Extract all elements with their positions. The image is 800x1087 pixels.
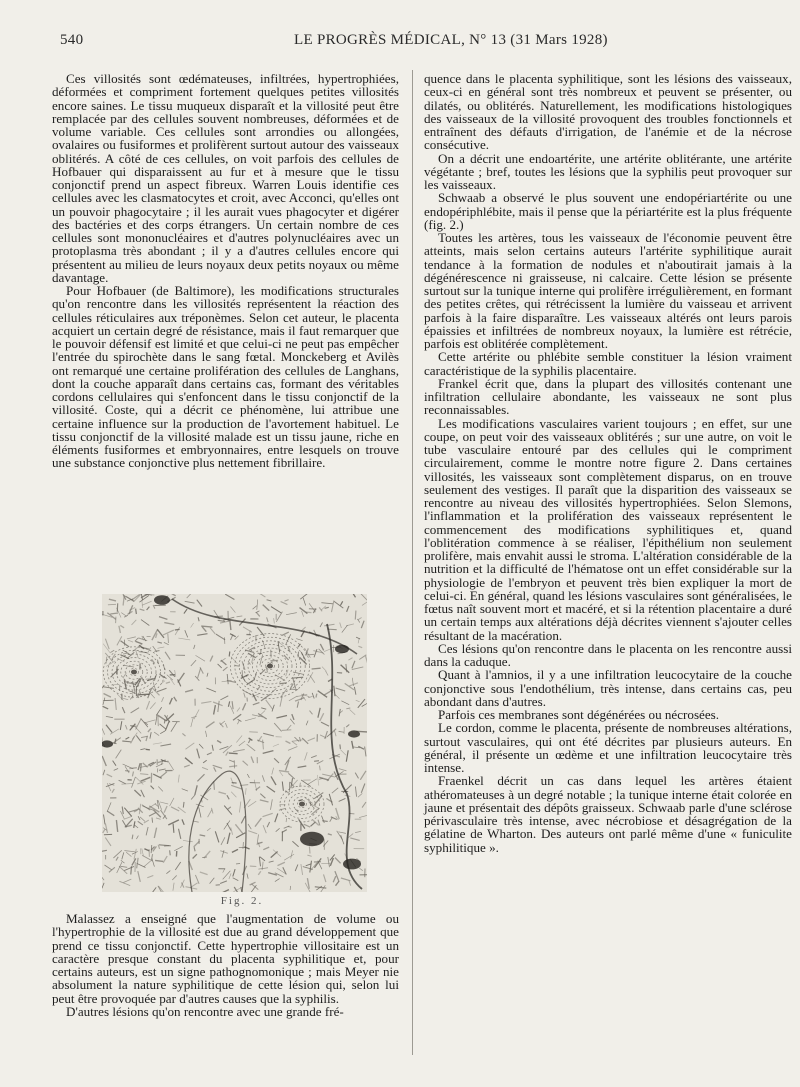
fusiform-cell-mark	[355, 611, 356, 620]
cell-cluster	[348, 730, 360, 737]
column-divider	[412, 70, 413, 1055]
fusiform-cell-mark	[125, 771, 130, 772]
paragraph: Le cordon, comme le placenta, présente de nombreuses altérations, surtout vasculaires, qui ont été décrites par plusieurs auteurs. En général, il présente un œdème et une infiltration leucocytaire très intense.	[424, 720, 792, 775]
fusiform-cell-mark	[309, 846, 310, 853]
paragraph: Les modifications vasculaires varient toujours ; en effet, sur une coupe, on peut voir des vaisseaux oblitérés ; sur une autre, on voit le tube vasculaire entouré par des cellules qui le compriment circulairement, comme le montre notre figure 2. Dans certaines villosités, les vaisseaux sont complètement disparus, on en trouve seulement des vestiges. Il paraît que la disparition des vaisseaux se rencontre au niveau des villosités hypertrophiées. Selon Slemons, l'inflammation et la prolifération des vaisseaux représentent le commencement des modifications syphilitiques et, quand l'oblitération commence à se réaliser, l'épithélium non seulement prolifère, mais envahit aussi le stroma. L'altération considérable de la nutrition et la difficulté de l'hématose ont un effet considérable sur la physiologie de l'embryon et peuvent très bien expliquer la mort de celui-ci. En général, quand les lésions vasculaires sont généralisées, le fœtus naît souvent mort et macéré, et si la rétention placentaire a duré un certain temps aux altérations déjà décrites viennent s'ajouter celles résultant de la macération.	[424, 415, 792, 643]
fusiform-cell-mark	[152, 818, 153, 823]
fusiform-cell-mark	[136, 609, 137, 614]
figure-caption: Fig. 2.	[220, 895, 264, 907]
paragraph: Ces villosités sont œdémateuses, infiltrées, hypertrophiées, déformées et compriment fortement quelques petites villosités encore saines. Le tissu muqueux disparaît et la villosité peut être remplacée par des cellules souvent nombreuses, déformées et de volume variable. Ces cellules sont arrondies ou allongées, ovalaires ou fusiformes et prolifèrent surtout autour des vaisseaux oblitérés. A côté de ces cellules, on voit parfois des cellules de Hofbauer qui disparaissent au fur et à mesure que le tissu conjonctif prend un aspect fibreux. Warren Louis identifie ces cellules avec les clasmatocytes et croit, avec Acconci, qu'elles ont un pouvoir phagocytaire ; il les aurait vues phagocyter et digérer des bactéries et des corps étrangers. Un certain nombre de ces cellules sont mononucléaires et d'autres polynucléaires avec un protoplasma très abondant ; il y a d'autres cellules encore qui présentent au milieu de leurs noyaux deux petits noyaux ou même davantage.	[52, 71, 399, 285]
fusiform-cell-mark	[170, 850, 171, 855]
fusiform-cell-mark	[234, 760, 235, 768]
fusiform-cell-mark	[243, 842, 244, 849]
fusiform-cell-mark	[183, 802, 184, 808]
fusiform-cell-mark	[168, 634, 169, 643]
fusiform-cell-mark	[340, 744, 341, 749]
fusiform-cell-mark	[173, 824, 174, 833]
fusiform-cell-mark	[122, 741, 131, 742]
fusiform-cell-mark	[216, 885, 220, 886]
paragraph: Malassez a enseigné que l'augmentation de volume ou l'hypertrophie de la villosité est due au grand développement que prend ce tissu conjonctif. Cette hypertrophie villositaire est un caractère presque constant du placenta syphilitique et, pour certains auteurs, est un signe pathognomonique ; mais Meyer nie absolument la nature syphilitique de cette lésion qui, selon lui peut être provoquée par d'autres causes que la syphilis.	[52, 911, 399, 1006]
paragraph: Cette artérite ou phlébite semble constituer la lésion vraiment caractéristique de la syphilis placentaire.	[424, 349, 792, 378]
fusiform-cell-mark	[229, 753, 238, 754]
fusiform-cell-mark	[290, 886, 291, 890]
fusiform-cell-mark	[146, 749, 150, 750]
fusiform-cell-mark	[249, 732, 257, 733]
paragraph: On a décrit une endoartérite, une artérite oblitérante, une artérite végétante ; bref, toutes les lésions que la syphilis peut provoquer sur les vaisseaux.	[424, 150, 792, 192]
paragraph: Frankel écrit que, dans la plupart des villosités contenant une infiltration cellulaire abondante, les vaisseaux ne sont plus reconnaissables.	[424, 375, 792, 418]
fusiform-cell-mark	[322, 821, 328, 822]
fusiform-cell-mark	[316, 694, 317, 698]
paragraph: Pour Hofbauer (de Baltimore), les modifications structurales qu'on rencontre dans les villosités représentent la réaction des cellules réticulaires aux tréponèmes. Selon cet auteur, le placenta acquiert un certain degré de résistance, mais il faut remarquer que le pouvoir défensif est limité et que celui-ci ne peut pas empêcher l'entrée du spirochète dans le sang fœtal. Monckeberg et Avilès ont remarqué une certaine prolifération des cellules de Langhans, dont la couche apparaît dans certains cas, formant des véritables cordons cellulaires qui s'enfoncent dans le tissu conjonctif de la villosité. Coste, qui a décrit ce phénomène, lui attribue une certaine influence sur la production de l'avortement habituel. Le tissu conjonctif de la villosité malade est un tissu jaune, riche en éléments fusiformes et embryonnaires, entre lesquels on trouve une substance conjonctive plus nettement fibrillaire.	[52, 283, 399, 471]
fusiform-cell-mark	[314, 761, 319, 762]
paragraph: Fraenkel décrit un cas dans lequel les artères étaient athéromateuses à un degré notable ; la tunique interne était colorée en jaune et présentait des dépôts graisseux. Schwaab parle d'une sclérose périvasculaire très intense, avec nécrobiose et désagrégation de la gélatine de Wharton. Des auteurs ont parlé même d'une « funiculite syphilitique ».	[424, 773, 792, 855]
cell-cluster	[154, 595, 170, 605]
fusiform-cell-mark	[214, 781, 215, 790]
fusiform-cell-mark	[175, 629, 180, 630]
paragraph: Toutes les artères, tous les vaisseaux de l'économie peuvent être atteints, mais selon certains auteurs l'artérite syphilitique aurait tendance à la formation de nodules et n'aboutirait jamais à la dégénérescence ni graisseuse, ni calcaire. Cette lésion se présente surtout sur la tunique interne qui prolifère irrégulièrement, en formant des petites crêtes, qui rétrécissent la lumière du vaisseau et arrivent parfois à la faire disparaître. Les vaisseaux altérés ont leurs parois épaissies et infiltrées de nombreux noyaux, la lumière est rétrécie, parfois est oblitérée complètement.	[424, 230, 792, 351]
paragraph: Schwaab a observé le plus souvent une endopériartérite ou une endopériphlébite, mais il pense que la périartérite est la plus fréquente (fig. 2.)	[424, 190, 792, 232]
left-column-bottom	[52, 912, 399, 1018]
vessel-lumen	[267, 664, 273, 669]
running-header	[50, 32, 795, 52]
fusiform-cell-mark	[229, 652, 230, 657]
vessel-lumen	[299, 802, 305, 807]
fusiform-cell-mark	[236, 863, 240, 864]
right-column	[424, 72, 792, 854]
paragraph: Ces lésions qu'on rencontre dans le placenta on les rencontre aussi dans la caduque.	[424, 640, 792, 669]
paragraph: Parfois ces membranes sont dégénérées ou nécrosées.	[438, 707, 720, 722]
fusiform-cell-mark	[312, 668, 321, 669]
left-column-top	[52, 72, 399, 470]
cell-cluster	[335, 645, 349, 653]
fusiform-cell-mark	[154, 651, 159, 652]
running-title: LE PROGRÈS MÉDICAL, N° 13 (31 Mars 1928)	[294, 32, 608, 48]
paragraph: D'autres lésions qu'on rencontre avec une grande fré-	[66, 1003, 344, 1019]
fusiform-cell-mark	[131, 866, 132, 874]
fusiform-cell-mark	[289, 782, 290, 792]
cell-cluster	[343, 859, 361, 870]
page-number: 540	[60, 32, 84, 48]
histology-micrograph	[102, 594, 367, 892]
paragraph: Quant à l'amnios, il y a une infiltration leucocytaire de la couche conjonctive sous l'endothélium, très intense, dans certains cas, peu abondant dans d'autres.	[424, 667, 792, 709]
vessel-lumen	[131, 670, 137, 675]
histology-figure	[102, 594, 367, 892]
cell-cluster	[300, 832, 324, 846]
fusiform-cell-mark	[282, 730, 292, 731]
fusiform-cell-mark	[108, 604, 116, 605]
paragraph-continued: quence dans le placenta syphilitique, sont les lésions des vaisseaux, ceux-ci en général sont très nombreux et peuvent se présenter, ou dilatés, ou oblitérés. Naturellement, les modifications histologiques des vaisseaux de la villosité provoquent des troubles fonctionnels et entraînent des défauts d'irrigation, de l'anémie et de la nécrose consécutive.	[424, 71, 792, 153]
